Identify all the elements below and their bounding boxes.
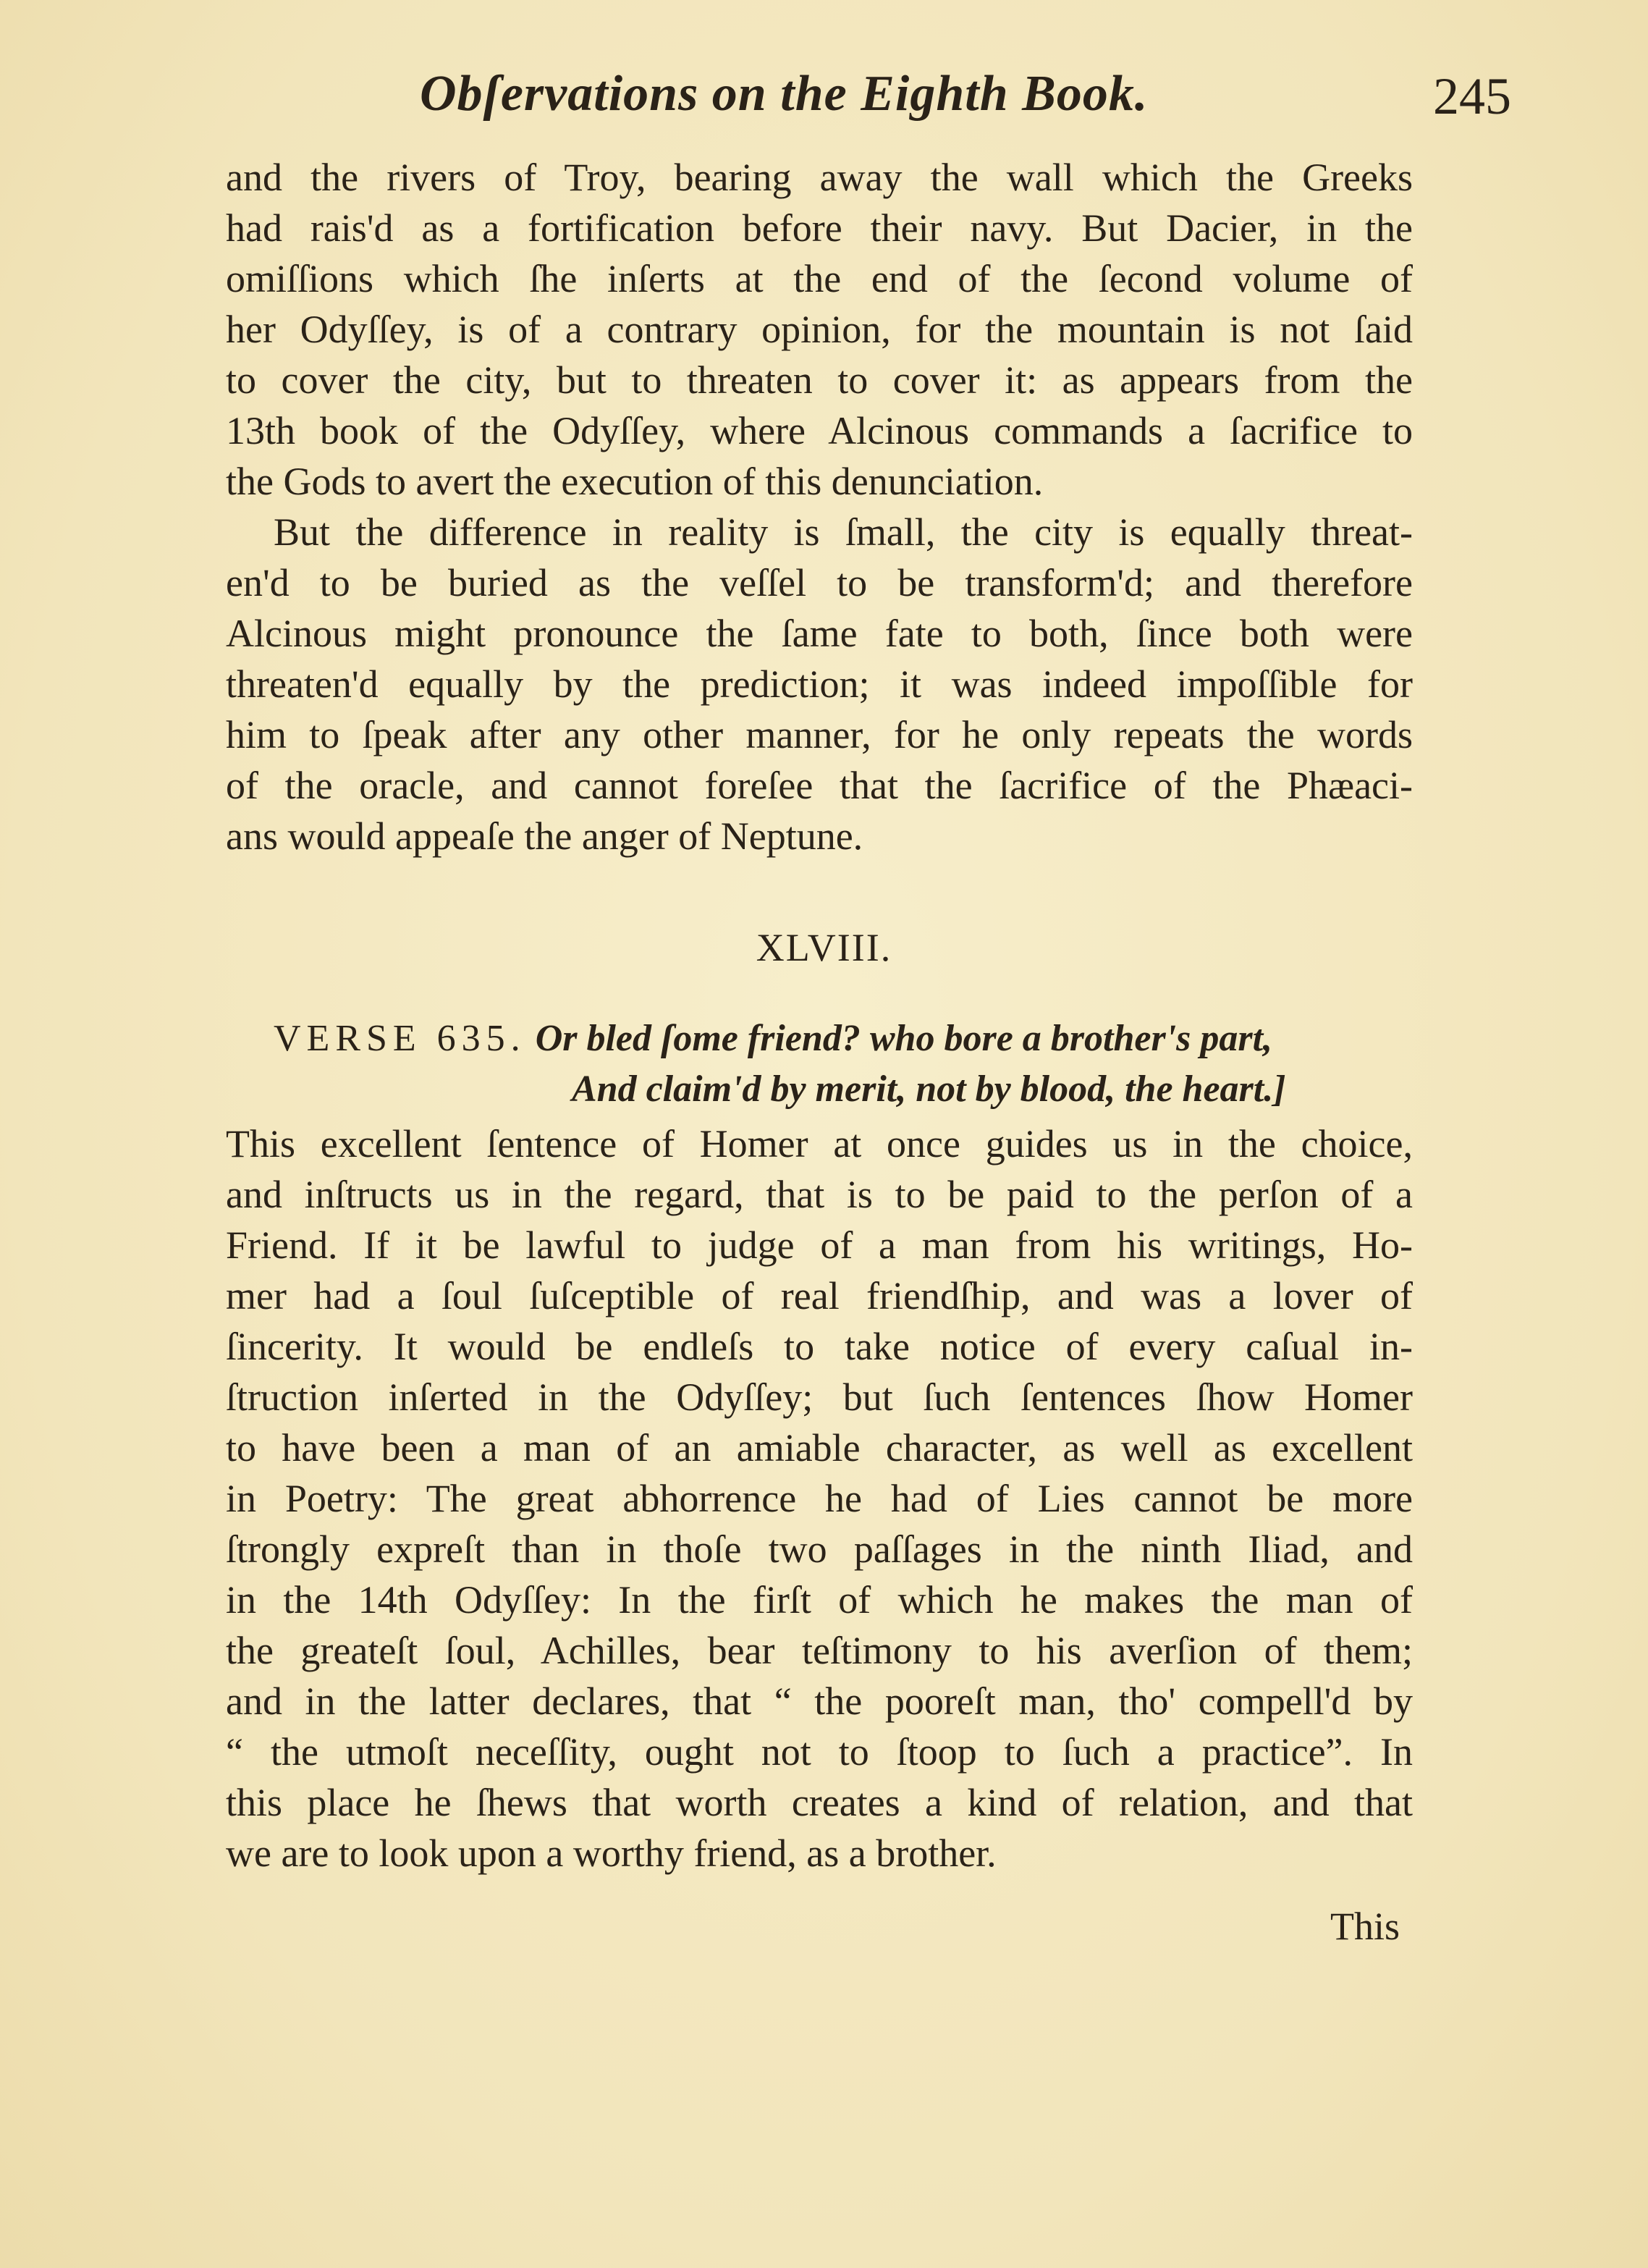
text-line: had rais'd as a fortification before their navy. But Dacier, in the [226,206,1413,250]
text-line: the Gods to avert the execution of this denunciation. [226,460,1044,503]
text-line: ſtrongly expreſt than in thoſe two paſſages in the ninth Iliad, and [226,1527,1413,1571]
text-line: ſtruction inſerted in the Odyſſey; but ſuch ſentences ſhow Homer [226,1375,1413,1419]
text-line: and inſtructs us in the regard, that is to be paid to the perſon of a [226,1173,1413,1216]
text-line: Friend. If it be lawful to judge of a man from his writings, Ho- [226,1223,1413,1267]
verse-line-2: And claim'd by merit, not by blood, the heart.] [572,1068,1286,1110]
page-number: 245 [1433,67,1511,125]
text-line: But the difference in reality is ſmall, the city is equally threat- [274,510,1413,554]
text-line: and in the latter declares, that “ the pooreſt man, tho' compell'd by [226,1679,1413,1723]
text-line: to cover the city, but to threaten to cover it: as appears from the [226,358,1413,402]
text-line: en'd to be buried as the veſſel to be transform'd; and therefore [226,561,1413,604]
section-heading: XLVIII. [756,926,892,969]
text-line: we are to look upon a worthy friend, as a brother. [226,1831,997,1875]
text-line: of the oracle, and cannot foreſee that the ſacrifice of the Phæaci- [226,764,1413,807]
text-line: threaten'd equally by the prediction; it was indeed impoſſible for [226,662,1413,706]
verse-line-1: Or bled ſome friend? who bore a brother's part, [535,1018,1273,1059]
text-line: “ the utmoſt neceſſity, ought not to ſtoop to ſuch a practice”. In [226,1730,1413,1774]
text-line: ſincerity. It would be endleſs to take notice of every caſual in- [226,1325,1413,1368]
text-line: him to ſpeak after any other manner, for he only repeats the words [226,713,1413,756]
running-title: Obſervations on the Eighth Book. [420,66,1149,122]
text-line: in Poetry: The great abhorrence he had of Lies cannot be more [226,1477,1413,1520]
text-line: to have been a man of an amiable character, as well as excellent [226,1426,1413,1470]
text-line: the greateſt ſoul, Achilles, bear teſtimony to his averſion of them; [226,1629,1413,1672]
text-line: and the rivers of Troy, bearing away the wall which the Greeks [226,156,1413,199]
catchword: This [1330,1905,1400,1948]
text-line: 13th book of the Odyſſey, where Alcinous commands a ſacrifice to [226,409,1413,452]
verse-label: VERSE 635. [274,1018,526,1059]
text-line: her Odyſſey, is of a contrary opinion, for the mountain is not ſaid [226,308,1413,351]
verse-citation [274,1013,1272,1064]
text-line: this place he ſhews that worth creates a kind of relation, and that [226,1781,1413,1824]
text-line: This excellent ſentence of Homer at once guides us in the choice, [226,1122,1413,1165]
text-line: omiſſions which ſhe inſerts at the end of the ſecond volume of [226,257,1413,300]
text-line: ans would appeaſe the anger of Neptune. [226,814,863,858]
text-line: in the 14th Odyſſey: In the firſt of which he makes the man of [226,1578,1413,1622]
text-line: Alcinous might pronounce the ſame fate to both, ſince both were [226,612,1413,655]
text-line: mer had a ſoul ſuſceptible of real friendſhip, and was a lover of [226,1274,1413,1318]
